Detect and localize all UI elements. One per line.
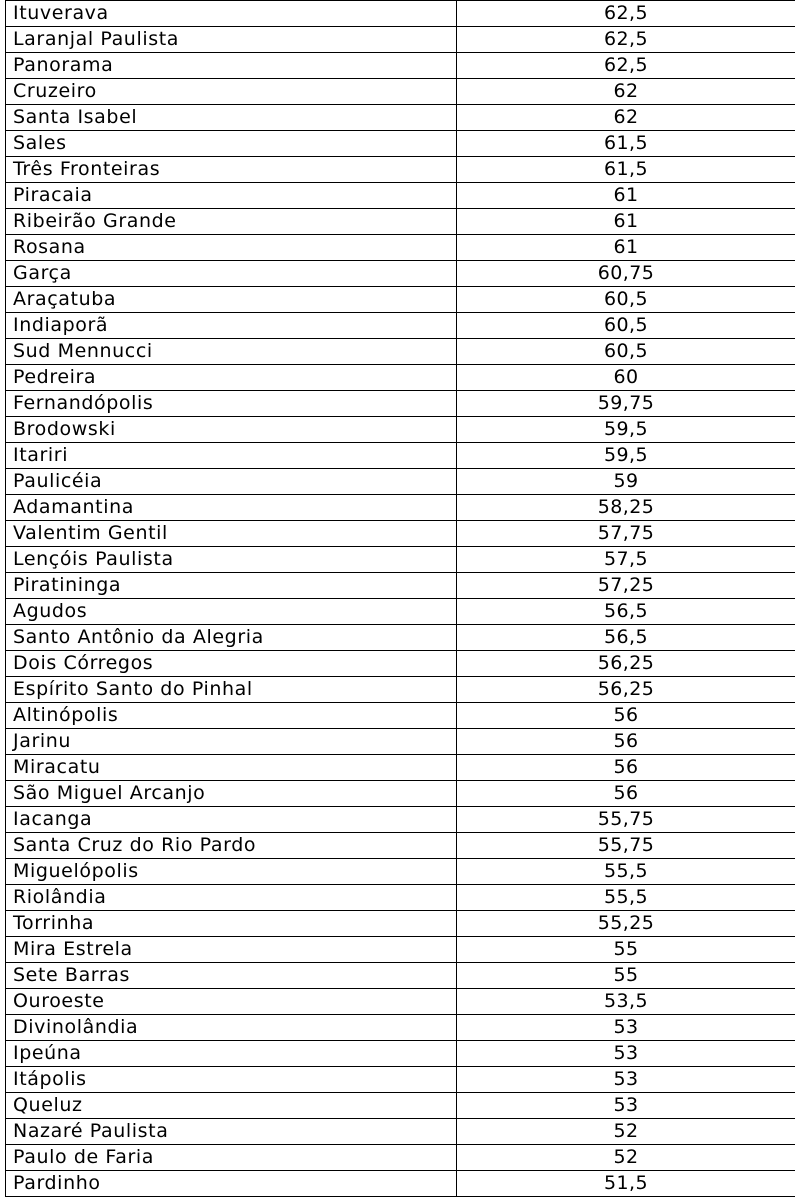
score-value-cell: 62,5	[457, 27, 795, 53]
score-value-cell: 56,5	[457, 625, 795, 651]
municipality-name-cell: Piracaia	[6, 183, 457, 209]
municipality-name-cell: Altinópolis	[6, 703, 457, 729]
municipality-name-cell: Pedreira	[6, 365, 457, 391]
score-value-cell: 59	[457, 469, 795, 495]
table-row	[6, 261, 795, 287]
municipality-name-cell: Sud Mennucci	[6, 339, 457, 365]
table-row	[6, 79, 795, 105]
score-value-cell: 53	[457, 1067, 795, 1093]
table-row	[6, 1171, 795, 1197]
score-value-cell: 59,5	[457, 417, 795, 443]
table-row	[6, 1119, 795, 1145]
table-row	[6, 573, 795, 599]
municipality-name-cell: São Miguel Arcanjo	[6, 781, 457, 807]
municipality-name-cell: Jarinu	[6, 729, 457, 755]
score-value-cell: 59,75	[457, 391, 795, 417]
municipality-name-cell: Nazaré Paulista	[6, 1119, 457, 1145]
table-row	[6, 625, 795, 651]
score-value-cell: 57,25	[457, 573, 795, 599]
score-value-cell: 53	[457, 1041, 795, 1067]
table-row	[6, 417, 795, 443]
table-row	[6, 1067, 795, 1093]
score-value-cell: 60	[457, 365, 795, 391]
municipality-name-cell: Araçatuba	[6, 287, 457, 313]
table-row	[6, 365, 795, 391]
table-row	[6, 105, 795, 131]
municipality-name-cell: Lençóis Paulista	[6, 547, 457, 573]
municipality-name-cell: Ribeirão Grande	[6, 209, 457, 235]
score-value-cell: 60,5	[457, 313, 795, 339]
municipality-name-cell: Itápolis	[6, 1067, 457, 1093]
score-value-cell: 53	[457, 1093, 795, 1119]
score-value-cell: 61	[457, 183, 795, 209]
score-value-cell: 61	[457, 209, 795, 235]
score-value-cell: 56,25	[457, 677, 795, 703]
table-row	[6, 859, 795, 885]
score-value-cell: 60,5	[457, 339, 795, 365]
municipality-name-cell: Miguelópolis	[6, 859, 457, 885]
score-value-cell: 57,5	[457, 547, 795, 573]
municipality-name-cell: Santo Antônio da Alegria	[6, 625, 457, 651]
table-row	[6, 183, 795, 209]
table-row	[6, 937, 795, 963]
table-row	[6, 833, 795, 859]
table-row	[6, 755, 795, 781]
table-row	[6, 313, 795, 339]
score-value-cell: 59,5	[457, 443, 795, 469]
municipality-name-cell: Torrinha	[6, 911, 457, 937]
score-value-cell: 62,5	[457, 1, 795, 27]
score-value-cell: 56	[457, 703, 795, 729]
score-value-cell: 56	[457, 729, 795, 755]
municipality-name-cell: Mira Estrela	[6, 937, 457, 963]
municipality-name-cell: Garça	[6, 261, 457, 287]
table-row	[6, 443, 795, 469]
municipality-name-cell: Laranjal Paulista	[6, 27, 457, 53]
table-row	[6, 547, 795, 573]
table-row	[6, 599, 795, 625]
table-row	[6, 469, 795, 495]
table-row	[6, 209, 795, 235]
score-value-cell: 55,75	[457, 807, 795, 833]
score-value-cell: 62	[457, 105, 795, 131]
table-body	[6, 1, 795, 1197]
score-value-cell: 51,5	[457, 1171, 795, 1197]
municipality-name-cell: Indiaporã	[6, 313, 457, 339]
municipality-name-cell: Sales	[6, 131, 457, 157]
score-value-cell: 57,75	[457, 521, 795, 547]
municipality-name-cell: Dois Córregos	[6, 651, 457, 677]
table-row	[6, 1093, 795, 1119]
table-row	[6, 651, 795, 677]
table-row	[6, 131, 795, 157]
table-row	[6, 807, 795, 833]
municipality-name-cell: Adamantina	[6, 495, 457, 521]
score-value-cell: 55	[457, 937, 795, 963]
score-value-cell: 55,5	[457, 885, 795, 911]
score-value-cell: 56,25	[457, 651, 795, 677]
table-row	[6, 885, 795, 911]
municipality-name-cell: Itariri	[6, 443, 457, 469]
municipality-name-cell: Três Fronteiras	[6, 157, 457, 183]
table-row	[6, 1041, 795, 1067]
table-row	[6, 703, 795, 729]
municipality-name-cell: Ouroeste	[6, 989, 457, 1015]
table-row	[6, 677, 795, 703]
municipality-name-cell: Riolândia	[6, 885, 457, 911]
municipality-name-cell: Iacanga	[6, 807, 457, 833]
score-value-cell: 55	[457, 963, 795, 989]
score-value-cell: 62	[457, 79, 795, 105]
municipality-name-cell: Valentim Gentil	[6, 521, 457, 547]
score-value-cell: 52	[457, 1119, 795, 1145]
score-value-cell: 61	[457, 235, 795, 261]
table-row	[6, 1015, 795, 1041]
table-row	[6, 1145, 795, 1171]
score-value-cell: 60,5	[457, 287, 795, 313]
municipality-name-cell: Ituverava	[6, 1, 457, 27]
municipality-name-cell: Agudos	[6, 599, 457, 625]
score-value-cell: 55,5	[457, 859, 795, 885]
municipality-score-table	[5, 0, 795, 1197]
score-value-cell: 62,5	[457, 53, 795, 79]
table-row	[6, 521, 795, 547]
table-row	[6, 157, 795, 183]
score-value-cell: 60,75	[457, 261, 795, 287]
table-row	[6, 989, 795, 1015]
table-row	[6, 235, 795, 261]
table-row	[6, 729, 795, 755]
score-value-cell: 55,75	[457, 833, 795, 859]
table-row	[6, 1, 795, 27]
municipality-name-cell: Santa Isabel	[6, 105, 457, 131]
municipality-name-cell: Queluz	[6, 1093, 457, 1119]
municipality-name-cell: Sete Barras	[6, 963, 457, 989]
score-value-cell: 58,25	[457, 495, 795, 521]
municipality-name-cell: Santa Cruz do Rio Pardo	[6, 833, 457, 859]
table-row	[6, 911, 795, 937]
score-value-cell: 55,25	[457, 911, 795, 937]
table-row	[6, 781, 795, 807]
table-row	[6, 963, 795, 989]
table-row	[6, 391, 795, 417]
municipality-name-cell: Paulicéia	[6, 469, 457, 495]
table-row	[6, 339, 795, 365]
table-row	[6, 53, 795, 79]
score-value-cell: 56,5	[457, 599, 795, 625]
municipality-name-cell: Brodowski	[6, 417, 457, 443]
score-value-cell: 56	[457, 781, 795, 807]
municipality-name-cell: Espírito Santo do Pinhal	[6, 677, 457, 703]
municipality-name-cell: Paulo de Faria	[6, 1145, 457, 1171]
score-value-cell: 61,5	[457, 157, 795, 183]
municipality-name-cell: Miracatu	[6, 755, 457, 781]
table-row	[6, 27, 795, 53]
score-value-cell: 53	[457, 1015, 795, 1041]
score-value-cell: 61,5	[457, 131, 795, 157]
score-value-cell: 56	[457, 755, 795, 781]
municipality-name-cell: Rosana	[6, 235, 457, 261]
table-row	[6, 495, 795, 521]
score-value-cell: 52	[457, 1145, 795, 1171]
municipality-name-cell: Piratininga	[6, 573, 457, 599]
municipality-name-cell: Cruzeiro	[6, 79, 457, 105]
municipality-name-cell: Fernandópolis	[6, 391, 457, 417]
score-value-cell: 53,5	[457, 989, 795, 1015]
table-row	[6, 287, 795, 313]
municipality-name-cell: Panorama	[6, 53, 457, 79]
municipality-name-cell: Pardinho	[6, 1171, 457, 1197]
municipality-name-cell: Divinolândia	[6, 1015, 457, 1041]
municipality-name-cell: Ipeúna	[6, 1041, 457, 1067]
